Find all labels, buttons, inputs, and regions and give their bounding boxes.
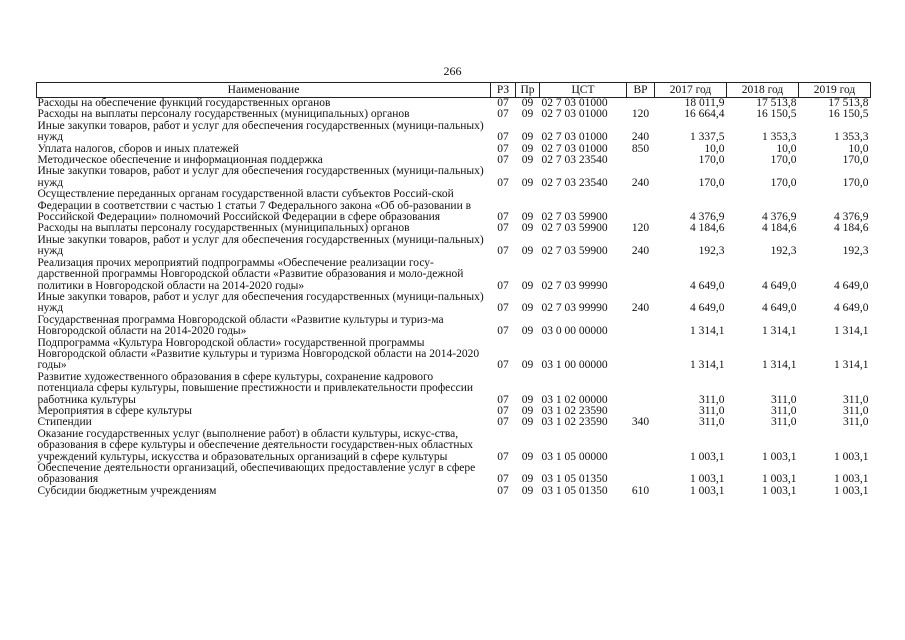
row-2019: 16 150,5 [828, 108, 869, 121]
row-pr: 09 [521, 393, 534, 406]
row-rz: 07 [497, 404, 509, 417]
row-name: Расходы на выплаты персоналу государственных (муниципальных) органов [37, 108, 410, 121]
row-cst: 03 0 00 00000 [541, 325, 608, 338]
row-2019: 1 003,1 [834, 473, 869, 486]
row-2018: 10,0 [776, 142, 797, 155]
row-2017: 192,3 [698, 245, 725, 258]
row-2017: 18 011,9 [684, 97, 725, 109]
row-vr: 610 [631, 484, 650, 497]
row-pr: 09 [521, 473, 534, 486]
row-2019: 311,0 [843, 393, 869, 406]
row-2017: 170,0 [698, 176, 725, 189]
header-rz: РЗ [491, 83, 516, 98]
table-row [37, 338, 871, 372]
row-2017: 170,0 [698, 154, 725, 167]
row-cst: 03 1 02 23590 [541, 416, 608, 429]
row-name: Оказание государственных услуг (выполнение работ) в области культуры, искус-ства, образования в сфере культуры и обеспечение деятельности государствен-ных областных учреждений культуры, искусства и образовательных организаций в сфере культуры [37, 427, 474, 463]
table-row [37, 315, 871, 338]
header-2019: 2019 год [799, 83, 871, 98]
row-cst: 02 7 03 01000 [541, 142, 608, 155]
row-2018: 4 376,9 [762, 211, 797, 224]
row-vr [627, 463, 655, 486]
row-pr: 09 [521, 404, 534, 417]
table-row [37, 406, 871, 417]
row-cst: 02 7 03 01000 [541, 131, 608, 144]
row-cst: 02 7 03 59900 [541, 245, 608, 258]
row-cst: 02 7 03 99990 [541, 279, 608, 292]
row-2018: 4 184,6 [762, 222, 797, 235]
row-pr: 09 [521, 484, 534, 497]
row-rz: 07 [497, 279, 509, 292]
row-cst: 03 1 05 01350 [541, 484, 608, 497]
row-name: Методическое обеспечение и информационная поддержка [37, 154, 323, 167]
row-2017: 1 314,1 [690, 325, 725, 338]
row-2017: 10,0 [704, 142, 725, 155]
row-2017: 311,0 [699, 393, 725, 406]
row-2017: 311,0 [699, 404, 725, 417]
row-cst: 03 1 05 00000 [541, 450, 608, 463]
row-rz: 07 [497, 131, 509, 144]
row-2019: 170,0 [842, 154, 869, 167]
row-rz: 07 [497, 359, 509, 372]
row-2019: 4 376,9 [834, 211, 869, 224]
row-2018: 1 003,1 [762, 450, 797, 463]
header-name: Наименование [37, 83, 491, 98]
row-2018: 16 150,5 [756, 108, 797, 121]
row-pr: 09 [521, 416, 534, 429]
row-2018: 17 513,8 [756, 97, 797, 109]
row-name: Уплата налогов, сборов и иных платежей [37, 142, 239, 155]
header-vr: ВР [627, 83, 655, 98]
row-pr: 09 [521, 97, 534, 109]
row-rz: 07 [497, 154, 509, 167]
row-2019: 17 513,8 [828, 97, 869, 109]
row-name: Стипендии [37, 416, 92, 429]
row-2017: 1 314,1 [690, 359, 725, 372]
row-rz: 07 [497, 108, 509, 121]
table-row [37, 166, 871, 189]
row-name: Расходы на выплаты персоналу государственных (муниципальных) органов [37, 222, 410, 235]
row-name: Обеспечение деятельности организаций, обеспечивающих предоставление услуг в сфере образования [37, 462, 476, 486]
row-2019: 311,0 [843, 416, 869, 429]
row-2018: 4 649,0 [762, 302, 797, 315]
row-name: Иные закупки товаров, работ и услуг для обеспечения государственных (муници-пальных) нужд [37, 290, 484, 315]
row-cst: 02 7 03 59900 [541, 211, 608, 224]
row-2018: 1 314,1 [762, 359, 797, 372]
header-2018: 2018 год [727, 83, 799, 98]
row-2019: 4 649,0 [834, 302, 869, 315]
row-cst: 02 7 03 01000 [541, 108, 608, 121]
row-rz: 07 [497, 97, 509, 109]
row-vr: 120 [631, 108, 650, 121]
row-2017: 4 649,0 [690, 279, 725, 292]
table-row [37, 486, 871, 497]
row-rz: 07 [497, 142, 509, 155]
header-pr: Пр [516, 83, 540, 98]
row-pr: 09 [521, 222, 534, 235]
row-2018: 311,0 [771, 393, 797, 406]
row-2019: 1 314,1 [834, 325, 869, 338]
row-2019: 1 314,1 [834, 359, 869, 372]
row-vr [627, 315, 655, 338]
row-name: Осуществление переданных органам государственной власти субъектов Россий-ской Федерации в соответствии с частью 1 статьи 7 Федерального закона «Об об-разовании в Российской Федерации» полномочий Российской Федерации в сфере образования [37, 188, 472, 224]
row-pr: 09 [521, 245, 534, 258]
row-pr: 09 [521, 131, 534, 144]
row-pr: 09 [521, 154, 534, 167]
row-2019: 10,0 [848, 142, 869, 155]
row-2018: 4 649,0 [762, 279, 797, 292]
row-pr: 09 [521, 325, 534, 338]
row-cst: 03 1 00 00000 [541, 359, 608, 372]
row-vr: 240 [631, 131, 650, 144]
table-row [37, 429, 871, 463]
row-2019: 192,3 [842, 245, 869, 258]
row-cst: 02 7 03 01000 [541, 97, 608, 109]
table-row [37, 372, 871, 406]
row-2019: 1 003,1 [834, 484, 869, 497]
row-2018: 311,0 [771, 404, 797, 417]
header-2017: 2017 год [655, 83, 727, 98]
row-pr: 09 [521, 302, 534, 315]
row-2017: 4 649,0 [690, 302, 725, 315]
row-2017: 16 664,4 [684, 108, 725, 121]
row-rz: 07 [497, 176, 509, 189]
row-name: Иные закупки товаров, работ и услуг для обеспечения государственных (муници-пальных) нужд [37, 119, 484, 144]
table-row [37, 121, 871, 144]
row-vr [627, 372, 655, 406]
row-2019: 170,0 [842, 176, 869, 189]
row-2018: 192,3 [770, 245, 797, 258]
row-2018: 1 003,1 [762, 473, 797, 486]
row-2019: 1 353,3 [834, 131, 869, 144]
row-2018: 311,0 [771, 416, 797, 429]
row-cst: 02 7 03 99990 [541, 302, 608, 315]
row-name: Реализация прочих мероприятий подпрограммы «Обеспечение реализации госу-дарственной программы Новгородской области «Развитие образования и моло-дежной политики в Новгородской области на 2014-2020 годы» [37, 256, 464, 292]
row-pr: 09 [521, 142, 534, 155]
row-rz: 07 [497, 302, 509, 315]
row-rz: 07 [497, 222, 509, 235]
table-row [37, 292, 871, 315]
row-cst: 02 7 03 23540 [541, 154, 608, 167]
row-rz: 07 [497, 473, 509, 486]
row-vr [627, 155, 655, 166]
row-rz: 07 [497, 416, 509, 429]
table-row [37, 235, 871, 258]
row-name: Развитие художественного образования в сфере культуры, сохранение кадрового потенциала сферы культуры, повышение престижности и привлекательности профессии работника культуры [37, 370, 474, 406]
row-vr: 850 [631, 142, 650, 155]
row-name: Расходы на обеспечение функций государственных органов [37, 97, 331, 109]
row-name: Иные закупки товаров, работ и услуг для обеспечения государственных (муници-пальных) нужд [37, 233, 484, 258]
row-cst: 02 7 03 23540 [541, 176, 608, 189]
row-cst: 03 1 02 23590 [541, 404, 608, 417]
row-vr: 240 [631, 302, 650, 315]
table-row [37, 258, 871, 292]
row-rz: 07 [497, 211, 509, 224]
row-2019: 4 184,6 [834, 222, 869, 235]
row-2019: 4 649,0 [834, 279, 869, 292]
row-rz: 07 [497, 325, 509, 338]
row-vr [627, 258, 655, 292]
row-pr: 09 [521, 450, 534, 463]
row-vr [627, 338, 655, 372]
row-2018: 1 353,3 [762, 131, 797, 144]
row-vr: 120 [631, 222, 650, 235]
table-header [37, 83, 871, 98]
row-2019: 1 003,1 [834, 450, 869, 463]
table-body [37, 98, 871, 498]
row-2017: 4 376,9 [690, 211, 725, 224]
row-rz: 07 [497, 450, 509, 463]
page-number: 266 [443, 64, 462, 78]
row-2018: 1 314,1 [762, 325, 797, 338]
row-pr: 09 [521, 359, 534, 372]
row-name: Подпрограмма «Культура Новгородской области» государственной программы Новгородской области «Развитие культуры и туризма Новгородской области на 2014-2020 годы» [37, 336, 480, 372]
row-2017: 311,0 [699, 416, 725, 429]
row-pr: 09 [521, 211, 534, 224]
row-2017: 1 003,1 [690, 484, 725, 497]
row-2018: 170,0 [770, 176, 797, 189]
row-rz: 07 [497, 245, 509, 258]
table-row [37, 463, 871, 486]
budget-table [36, 82, 871, 497]
row-vr: 240 [631, 176, 650, 189]
row-2017: 4 184,6 [690, 222, 725, 235]
row-vr: 340 [631, 416, 650, 429]
row-name: Государственная программа Новгородской области «Развитие культуры и туриз-ма Новгородской области на 2014-2020 годы» [37, 313, 444, 338]
row-2018: 1 003,1 [762, 484, 797, 497]
row-cst: 02 7 03 59900 [541, 222, 608, 235]
row-2019: 311,0 [843, 404, 869, 417]
row-rz: 07 [497, 393, 509, 406]
row-2017: 1 337,5 [690, 131, 725, 144]
row-pr: 09 [521, 108, 534, 121]
row-vr [627, 429, 655, 463]
row-name: Мероприятия в сфере культуры [37, 404, 193, 417]
row-cst: 03 1 02 00000 [541, 393, 608, 406]
row-pr: 09 [521, 176, 534, 189]
row-cst: 03 1 05 01350 [541, 473, 608, 486]
row-2018: 170,0 [770, 154, 797, 167]
row-2017: 1 003,1 [690, 473, 725, 486]
row-rz: 07 [497, 484, 509, 497]
table-row [37, 189, 871, 223]
row-pr: 09 [521, 279, 534, 292]
row-vr [627, 189, 655, 223]
header-cst: ЦСТ [540, 83, 627, 98]
row-vr: 240 [631, 245, 650, 258]
row-2017: 1 003,1 [690, 450, 725, 463]
row-name: Субсидии бюджетным учреждениям [37, 484, 217, 497]
row-name: Иные закупки товаров, работ и услуг для обеспечения государственных (муници-пальных) нужд [37, 165, 484, 189]
